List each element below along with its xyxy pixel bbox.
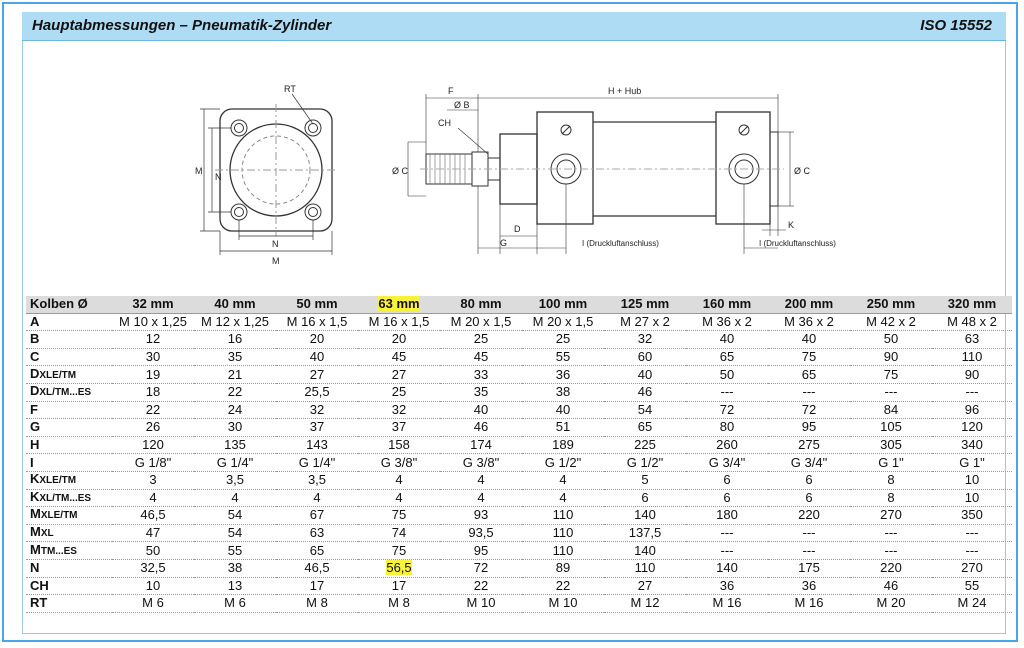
table-cell: 105 <box>850 419 932 437</box>
table-cell: M 16 <box>686 595 768 613</box>
table-cell: 120 <box>932 419 1012 437</box>
table-cell: 46,5 <box>112 507 194 525</box>
row-label <box>26 436 112 454</box>
column-header: 40 mm <box>194 296 276 313</box>
table-cell: --- <box>768 542 850 560</box>
table-row <box>26 507 1012 525</box>
technical-drawing <box>22 42 1006 290</box>
column-header: 100 mm <box>522 296 604 313</box>
table-cell: 54 <box>194 507 276 525</box>
table-cell: 25 <box>440 331 522 349</box>
table-cell: 110 <box>522 542 604 560</box>
table-cell: 46 <box>850 577 932 595</box>
table-cell: 10 <box>112 577 194 595</box>
table-cell: 30 <box>112 348 194 366</box>
table-cell: --- <box>932 383 1012 401</box>
table-row <box>26 348 1012 366</box>
title-bar <box>22 12 1006 41</box>
row-label-main: A <box>30 313 40 329</box>
table-cell: --- <box>932 524 1012 542</box>
table-cell: 50 <box>686 366 768 384</box>
table-cell: G 1/4" <box>194 454 276 472</box>
label-ch: CH <box>438 118 451 128</box>
table-cell: M 10 x 1,25 <box>112 313 194 331</box>
row-label <box>26 489 112 507</box>
label-m-vertical: M <box>195 166 203 176</box>
table-cell: 90 <box>932 366 1012 384</box>
column-header: 160 mm <box>686 296 768 313</box>
table-cell: M 8 <box>276 595 358 613</box>
table-cell: --- <box>850 383 932 401</box>
row-label <box>26 401 112 419</box>
label-rt: RT <box>284 84 296 94</box>
table-cell: 137,5 <box>604 524 686 542</box>
row-label-sub: XLE/TM <box>39 475 77 487</box>
table-cell: 340 <box>932 436 1012 454</box>
highlighted-header: 63 mm <box>378 296 420 312</box>
table-cell: G 1/2" <box>604 454 686 472</box>
row-label-main: M <box>30 524 41 540</box>
label-m: M <box>272 256 280 266</box>
table-cell: 40 <box>604 366 686 384</box>
table-cell: 35 <box>440 383 522 401</box>
table-cell: 33 <box>440 366 522 384</box>
label-n: N <box>272 239 279 249</box>
table-cell: 275 <box>768 436 850 454</box>
table-header-row <box>26 296 1012 313</box>
table-cell: 65 <box>686 348 768 366</box>
table-cell: M 16 x 1,5 <box>358 313 440 331</box>
table-cell: 13 <box>194 577 276 595</box>
page-title: Hauptabmessungen – Pneumatik-Zylinder <box>32 17 332 34</box>
table-cell: 120 <box>112 436 194 454</box>
table-cell: 50 <box>850 331 932 349</box>
table-cell: 16 <box>194 331 276 349</box>
table-cell: 3,5 <box>276 471 358 489</box>
table-cell: 38 <box>522 383 604 401</box>
row-label-sub: XL/TM...ES <box>39 387 92 399</box>
table-row <box>26 559 1012 577</box>
table-cell: --- <box>850 542 932 560</box>
table-cell: 54 <box>604 401 686 419</box>
table-cell: M 12 x 1,25 <box>194 313 276 331</box>
table-cell: 4 <box>276 489 358 507</box>
column-header: 320 mm <box>932 296 1012 313</box>
row-label-main: D <box>30 365 40 381</box>
row-label <box>26 577 112 595</box>
table-cell: G 3/8" <box>440 454 522 472</box>
table-cell: 37 <box>358 419 440 437</box>
table-cell: 37 <box>276 419 358 437</box>
table-cell: 67 <box>276 507 358 525</box>
table-cell: 3 <box>112 471 194 489</box>
table-cell: 40 <box>686 331 768 349</box>
row-label <box>26 524 112 542</box>
label-c-right: Ø C <box>794 166 811 176</box>
table-cell: M 20 x 1,5 <box>440 313 522 331</box>
table-cell: M 27 x 2 <box>604 313 686 331</box>
table-cell: M 20 x 1,5 <box>522 313 604 331</box>
table-cell: 25 <box>358 383 440 401</box>
table-cell: 10 <box>932 471 1012 489</box>
table-cell: --- <box>686 542 768 560</box>
table-cell: --- <box>768 524 850 542</box>
table-cell <box>358 559 440 577</box>
table-row <box>26 489 1012 507</box>
table-cell: 110 <box>604 559 686 577</box>
row-label-sub: XLE/TM <box>39 369 77 381</box>
table-cell: 350 <box>932 507 1012 525</box>
table-cell: 21 <box>194 366 276 384</box>
table-cell: 110 <box>522 507 604 525</box>
table-cell: 72 <box>686 401 768 419</box>
table-cell: 25,5 <box>276 383 358 401</box>
table-row <box>26 471 1012 489</box>
table-cell: 18 <box>112 383 194 401</box>
table-cell: 40 <box>522 401 604 419</box>
row-label-main: CH <box>30 577 49 593</box>
dimensions-table <box>26 296 1012 613</box>
table-cell: 305 <box>850 436 932 454</box>
table-cell: 6 <box>686 489 768 507</box>
table-cell: 17 <box>358 577 440 595</box>
table-cell: 6 <box>768 489 850 507</box>
table-cell: 75 <box>358 542 440 560</box>
table-cell: G 3/4" <box>768 454 850 472</box>
table-cell: M 16 <box>768 595 850 613</box>
table-cell: 27 <box>604 577 686 595</box>
table-cell: 4 <box>440 489 522 507</box>
table-cell: 140 <box>604 542 686 560</box>
table-cell: 220 <box>850 559 932 577</box>
table-cell: 40 <box>440 401 522 419</box>
table-cell: M 42 x 2 <box>850 313 932 331</box>
table-cell: 22 <box>194 383 276 401</box>
table-cell: G 1/2" <box>522 454 604 472</box>
table-cell: 270 <box>850 507 932 525</box>
row-label-main: C <box>30 349 40 365</box>
label-h-hub: H + Hub <box>608 86 642 96</box>
table-cell: 19 <box>112 366 194 384</box>
table-cell: M 6 <box>194 595 276 613</box>
table-cell: 27 <box>276 366 358 384</box>
table-cell: 20 <box>358 331 440 349</box>
table-cell: 60 <box>604 348 686 366</box>
table-cell: 22 <box>112 401 194 419</box>
table-cell: --- <box>768 383 850 401</box>
table-cell: 4 <box>194 489 276 507</box>
table-cell: 140 <box>686 559 768 577</box>
table-cell: --- <box>686 383 768 401</box>
table-row <box>26 419 1012 437</box>
table-cell: 84 <box>850 401 932 419</box>
table-cell: 220 <box>768 507 850 525</box>
table-cell: 6 <box>604 489 686 507</box>
row-label-sub: TM...ES <box>40 545 77 557</box>
table-cell: 32 <box>358 401 440 419</box>
row-label-main: RT <box>30 595 48 611</box>
table-row <box>26 383 1012 401</box>
table-cell: 158 <box>358 436 440 454</box>
table-row <box>26 542 1012 560</box>
table-cell: 225 <box>604 436 686 454</box>
row-label-sub: XL <box>40 528 54 540</box>
label-k: K <box>788 220 795 230</box>
table-cell: 40 <box>276 348 358 366</box>
table-cell: 90 <box>850 348 932 366</box>
table-cell: 36 <box>768 577 850 595</box>
table-cell: 32,5 <box>112 559 194 577</box>
row-label <box>26 313 112 331</box>
table-cell: 36 <box>686 577 768 595</box>
table-row <box>26 454 1012 472</box>
table-cell: M 10 <box>440 595 522 613</box>
row-label-main: I <box>30 454 34 470</box>
row-label <box>26 595 112 613</box>
row-label-main: K <box>30 488 40 504</box>
row-label <box>26 348 112 366</box>
label-i-right: I (Druckluftanschluss) <box>759 239 836 248</box>
table-cell: 4 <box>522 489 604 507</box>
table-cell: 17 <box>276 577 358 595</box>
table-cell: M 20 <box>850 595 932 613</box>
row-label <box>26 383 112 401</box>
table-cell: 63 <box>276 524 358 542</box>
table-cell: 96 <box>932 401 1012 419</box>
table-cell: 6 <box>768 471 850 489</box>
table-cell: 93 <box>440 507 522 525</box>
column-header: 250 mm <box>850 296 932 313</box>
table-cell: --- <box>850 524 932 542</box>
row-label-main: D <box>30 383 40 399</box>
table-cell: 75 <box>358 507 440 525</box>
table-cell: 35 <box>194 348 276 366</box>
table-cell: 30 <box>194 419 276 437</box>
table-cell: 45 <box>358 348 440 366</box>
table-cell: 4 <box>522 471 604 489</box>
table-row <box>26 331 1012 349</box>
table-cell: 174 <box>440 436 522 454</box>
label-d: D <box>514 224 521 234</box>
table-cell: 72 <box>440 559 522 577</box>
label-f: F <box>448 86 454 96</box>
table-cell: 55 <box>522 348 604 366</box>
table-cell: 46 <box>604 383 686 401</box>
table-cell: 63 <box>932 331 1012 349</box>
table-cell: 24 <box>194 401 276 419</box>
table-cell: 12 <box>112 331 194 349</box>
row-label-main: H <box>30 437 40 453</box>
table-row <box>26 436 1012 454</box>
table-cell: 55 <box>194 542 276 560</box>
table-row <box>26 577 1012 595</box>
label-i-left: I (Druckluftanschluss) <box>582 239 659 248</box>
table-cell: 51 <box>522 419 604 437</box>
row-label-main: G <box>30 419 41 435</box>
row-label-sub: XL/TM...ES <box>39 492 92 504</box>
table-cell: 4 <box>358 489 440 507</box>
table-cell: --- <box>686 524 768 542</box>
table-cell: 36 <box>522 366 604 384</box>
table-cell: 4 <box>440 471 522 489</box>
table-cell: 47 <box>112 524 194 542</box>
table-cell: 110 <box>522 524 604 542</box>
row-label <box>26 559 112 577</box>
table-cell: 95 <box>768 419 850 437</box>
row-label-main: K <box>30 471 40 487</box>
label-g: G <box>500 238 508 248</box>
table-cell: 3,5 <box>194 471 276 489</box>
table-cell: G 3/8" <box>358 454 440 472</box>
table-cell: 260 <box>686 436 768 454</box>
table-cell: 4 <box>112 489 194 507</box>
table-cell: 25 <box>522 331 604 349</box>
table-cell: --- <box>932 542 1012 560</box>
label-b: Ø B <box>454 100 470 110</box>
table-cell: 65 <box>276 542 358 560</box>
table-cell: 143 <box>276 436 358 454</box>
table-cell: M 10 <box>522 595 604 613</box>
table-cell: 45 <box>440 348 522 366</box>
table-cell: 270 <box>932 559 1012 577</box>
table-cell: 10 <box>932 489 1012 507</box>
table-cell: M 48 x 2 <box>932 313 1012 331</box>
table-cell: G 1" <box>850 454 932 472</box>
row-label <box>26 331 112 349</box>
table-cell: 4 <box>358 471 440 489</box>
row-label <box>26 454 112 472</box>
table-cell: 46 <box>440 419 522 437</box>
table-cell: 8 <box>850 471 932 489</box>
row-label-main: F <box>30 401 38 417</box>
table-cell: M 12 <box>604 595 686 613</box>
table-cell: M 8 <box>358 595 440 613</box>
table-cell: G 3/4" <box>686 454 768 472</box>
table-cell: 22 <box>522 577 604 595</box>
cylinder-side-view <box>408 94 794 254</box>
table-cell: 32 <box>276 401 358 419</box>
table-cell: G 1" <box>932 454 1012 472</box>
row-label <box>26 542 112 560</box>
table-cell: M 36 x 2 <box>686 313 768 331</box>
row-label <box>26 419 112 437</box>
row-label-sub: XLE/TM <box>40 510 78 522</box>
column-header: 50 mm <box>276 296 358 313</box>
column-header: 125 mm <box>604 296 686 313</box>
column-header-corner: Kolben Ø <box>26 296 112 313</box>
table-cell: 38 <box>194 559 276 577</box>
table-row <box>26 366 1012 384</box>
table-cell: 89 <box>522 559 604 577</box>
table-cell: 50 <box>112 542 194 560</box>
table-cell: 95 <box>440 542 522 560</box>
table-cell: 6 <box>686 471 768 489</box>
table-cell: 175 <box>768 559 850 577</box>
table-cell: 75 <box>850 366 932 384</box>
highlighted-cell: 56,5 <box>386 560 412 576</box>
table-cell: 46,5 <box>276 559 358 577</box>
row-label-main: M <box>30 506 41 522</box>
table-cell: 54 <box>194 524 276 542</box>
standard-label: ISO 15552 <box>920 17 992 34</box>
table-cell: 26 <box>112 419 194 437</box>
table-cell: 72 <box>768 401 850 419</box>
table-cell: 180 <box>686 507 768 525</box>
table-cell: 8 <box>850 489 932 507</box>
table-cell: 135 <box>194 436 276 454</box>
row-label <box>26 366 112 384</box>
table-row <box>26 401 1012 419</box>
table-cell: 110 <box>932 348 1012 366</box>
table-cell: G 1/4" <box>276 454 358 472</box>
label-n-vertical: N <box>215 172 222 182</box>
table-cell: 20 <box>276 331 358 349</box>
column-header: 200 mm <box>768 296 850 313</box>
table-cell: M 16 x 1,5 <box>276 313 358 331</box>
table-cell: 74 <box>358 524 440 542</box>
table-cell: 93,5 <box>440 524 522 542</box>
table-cell: 22 <box>440 577 522 595</box>
table-row <box>26 595 1012 613</box>
table-cell: M 6 <box>112 595 194 613</box>
table-cell: 140 <box>604 507 686 525</box>
column-header <box>358 296 440 313</box>
table-row <box>26 524 1012 542</box>
table-cell: 75 <box>768 348 850 366</box>
table-cell: 55 <box>932 577 1012 595</box>
table-cell: 27 <box>358 366 440 384</box>
table-cell: G 1/8" <box>112 454 194 472</box>
table-cell: 40 <box>768 331 850 349</box>
table-cell: M 24 <box>932 595 1012 613</box>
table-cell: 80 <box>686 419 768 437</box>
column-header: 32 mm <box>112 296 194 313</box>
table-cell: 32 <box>604 331 686 349</box>
row-label-main: M <box>30 541 41 557</box>
column-header: 80 mm <box>440 296 522 313</box>
label-c-left: Ø C <box>392 166 409 176</box>
row-label <box>26 471 112 489</box>
row-label-main: B <box>30 331 40 347</box>
table-cell: 189 <box>522 436 604 454</box>
row-label-main: N <box>30 560 40 576</box>
table-row <box>26 313 1012 331</box>
table-cell: 65 <box>768 366 850 384</box>
row-label <box>26 507 112 525</box>
table-cell: 5 <box>604 471 686 489</box>
table-cell: 65 <box>604 419 686 437</box>
table-cell: M 36 x 2 <box>768 313 850 331</box>
